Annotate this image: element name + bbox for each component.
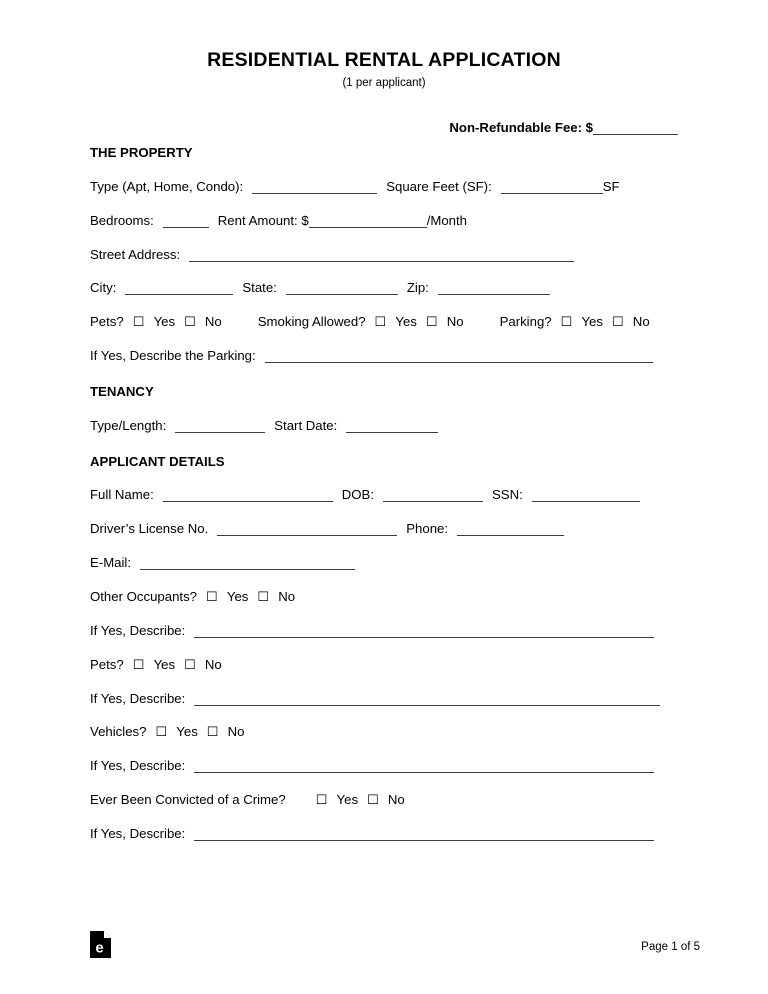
street-address-row (90, 247, 678, 263)
vehicles-no-checkbox[interactable]: ☐ (206, 724, 219, 740)
zip-blank[interactable] (438, 281, 550, 295)
drivers-license-row (90, 521, 678, 537)
crime-row (90, 792, 678, 808)
type-length-label: Type/Length: (90, 417, 167, 433)
vehicles-describe-blank[interactable] (194, 759, 654, 773)
other-occupants-no-checkbox[interactable]: ☐ (257, 588, 270, 604)
pets-describe-blank[interactable] (194, 692, 660, 706)
zip-label: Zip: (406, 280, 429, 296)
street-address-blank[interactable] (189, 248, 574, 262)
full-name-blank[interactable] (163, 488, 333, 502)
property-type-blank[interactable] (252, 180, 377, 194)
property-pets-label: Pets? (90, 314, 124, 330)
occupants-describe-label: If Yes, Describe: (90, 622, 186, 638)
smoking-yes-checkbox[interactable]: ☐ (374, 314, 387, 330)
other-occupants-no-label: No (278, 588, 296, 604)
property-type-row (90, 179, 678, 195)
parking-no-checkbox[interactable]: ☐ (611, 314, 624, 330)
type-length-blank[interactable] (175, 419, 265, 433)
ssn-blank[interactable] (532, 488, 640, 502)
square-feet-blank[interactable] (501, 180, 603, 194)
page-footer (90, 928, 700, 958)
document-e-logo-icon (90, 931, 111, 958)
drivers-license-label: Driver’s License No. (90, 521, 209, 537)
property-pets-yes-label: Yes (153, 314, 176, 330)
phone-label: Phone: (406, 521, 449, 537)
rent-amount-blank[interactable] (309, 214, 427, 228)
ssn-label: SSN: (492, 487, 523, 503)
crime-describe-label: If Yes, Describe: (90, 825, 186, 841)
city-blank[interactable] (125, 281, 233, 295)
parking-label: Parking? (499, 314, 552, 330)
rent-amount-label: Rent Amount: $ (217, 212, 309, 228)
form-content (90, 0, 678, 842)
start-date-label: Start Date: (274, 417, 338, 433)
city-state-zip-row (90, 280, 678, 296)
non-refundable-fee-label: Non-Refundable Fee: $ (449, 120, 593, 135)
crime-describe-row (90, 826, 678, 842)
dob-label: DOB: (341, 487, 375, 503)
state-label: State: (242, 280, 277, 296)
logo-letter: e (95, 939, 104, 957)
vehicles-no-label: No (227, 724, 245, 740)
vehicles-yes-label: Yes (176, 724, 198, 740)
vehicles-describe-label: If Yes, Describe: (90, 758, 186, 774)
applicant-pets-yes-label: Yes (153, 656, 176, 672)
property-pets-yes-checkbox[interactable]: ☐ (132, 314, 145, 330)
bedrooms-rent-row (90, 213, 678, 229)
smoking-no-checkbox[interactable]: ☐ (425, 314, 438, 330)
tenancy-type-row (90, 418, 678, 434)
non-refundable-fee-blank[interactable] (593, 121, 678, 135)
page-number: Page 1 of 5 (641, 941, 700, 953)
applicant-pets-row (90, 657, 678, 673)
parking-yes-checkbox[interactable]: ☐ (560, 314, 573, 330)
other-occupants-row (90, 589, 678, 605)
section-heading-tenancy: TENANCY (90, 383, 154, 399)
pets-describe-label: If Yes, Describe: (90, 690, 186, 706)
bedrooms-blank[interactable] (163, 214, 209, 228)
email-label: E-Mail: (90, 555, 132, 571)
smoking-allowed-label: Smoking Allowed? (257, 314, 366, 330)
email-blank[interactable] (140, 556, 355, 570)
city-label: City: (90, 280, 117, 296)
section-heading-applicant: APPLICANT DETAILS (90, 453, 225, 469)
parking-yes-label: Yes (581, 314, 603, 330)
parking-no-label: No (632, 314, 650, 330)
vehicles-yes-checkbox[interactable]: ☐ (155, 724, 168, 740)
applicant-pets-yes-checkbox[interactable]: ☐ (132, 656, 145, 672)
bedrooms-label: Bedrooms: (90, 212, 154, 228)
dob-blank[interactable] (383, 488, 483, 502)
vehicles-describe-row (90, 758, 678, 774)
drivers-license-blank[interactable] (217, 522, 397, 536)
crime-yes-label: Yes (336, 792, 359, 808)
parking-describe-label: If Yes, Describe the Parking: (90, 348, 256, 364)
other-occupants-yes-checkbox[interactable]: ☐ (206, 588, 218, 604)
full-name-label: Full Name: (90, 487, 154, 503)
non-refundable-fee-row (90, 120, 678, 135)
square-feet-suffix: SF (602, 178, 620, 194)
parking-describe-row (90, 348, 678, 364)
property-pets-no-label: No (204, 314, 222, 330)
other-occupants-label: Other Occupants? (90, 588, 198, 604)
page-title: RESIDENTIAL RENTAL APPLICATION (207, 49, 561, 71)
square-feet-label: Square Feet (SF): (386, 178, 492, 194)
occupants-describe-blank[interactable] (194, 624, 654, 638)
state-blank[interactable] (286, 281, 398, 295)
property-pets-no-checkbox[interactable]: ☐ (184, 314, 196, 330)
property-type-label: Type (Apt, Home, Condo): (90, 178, 244, 194)
occupants-describe-row (90, 623, 678, 639)
email-row (90, 555, 678, 571)
page-subtitle: (1 per applicant) (342, 77, 426, 90)
crime-yes-checkbox[interactable]: ☐ (315, 792, 328, 808)
crime-describe-blank[interactable] (194, 827, 654, 841)
parking-describe-blank[interactable] (265, 349, 653, 363)
pets-describe-row (90, 691, 678, 707)
street-address-label: Street Address: (90, 246, 181, 262)
crime-no-checkbox[interactable]: ☐ (367, 792, 379, 808)
applicant-pets-no-label: No (204, 656, 222, 672)
vehicles-label: Vehicles? (90, 724, 147, 740)
section-heading-property: THE PROPERTY (90, 145, 193, 160)
vehicles-row (90, 724, 678, 740)
crime-no-label: No (387, 792, 405, 808)
crime-label: Ever Been Convicted of a Crime? (90, 792, 286, 808)
smoking-no-label: No (446, 314, 464, 330)
smoking-yes-label: Yes (395, 314, 417, 330)
applicant-pets-label: Pets? (90, 656, 124, 672)
rent-amount-suffix: /Month (426, 212, 468, 228)
property-yesno-row (90, 314, 678, 330)
start-date-blank[interactable] (346, 419, 438, 433)
phone-blank[interactable] (457, 522, 564, 536)
applicant-pets-no-checkbox[interactable]: ☐ (184, 656, 196, 672)
full-name-row (90, 487, 678, 503)
other-occupants-yes-label: Yes (226, 588, 249, 604)
